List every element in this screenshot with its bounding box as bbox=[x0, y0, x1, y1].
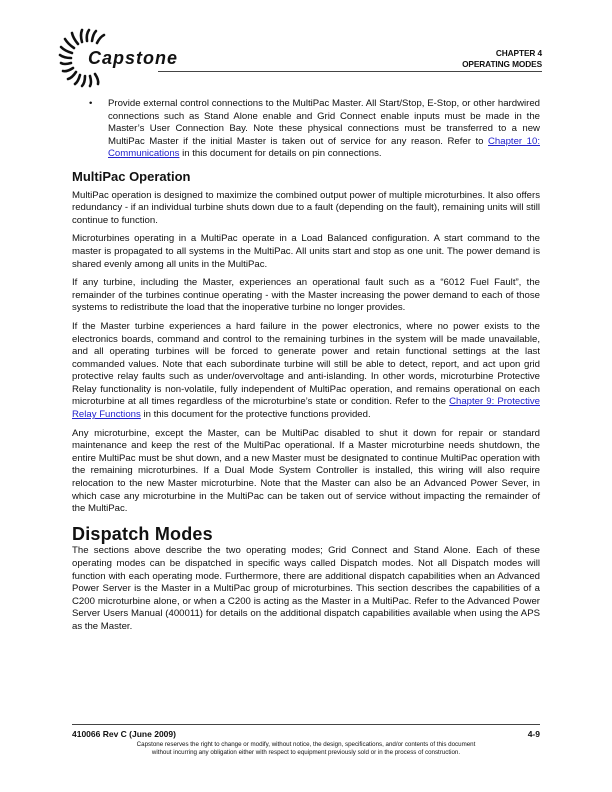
footer-disclaimer bbox=[72, 741, 540, 758]
document-id: 410066 Rev C (June 2009) bbox=[72, 729, 176, 739]
paragraph: Any microturbine, except the Master, can be MultiPac disabled to shut it down for repair or standard maintenance and keep the rest of the MultiPac operational. If a Master microturbine needs shutdown, the entire MultiPac must be shut down, and a new Master must be designated to continue MultiPac operation with the remaining microturbines. If a Dual Mode System Controller is installed, this wiring will also require relocation to the new Master microturbine. Note that the Master can also be an Advanced Power Sever, in which case any microturbine in the MultiPac can be taken out of service without impacting the remainder of the MultiPac. bbox=[72, 427, 540, 515]
page-body bbox=[72, 98, 540, 640]
chapter-label bbox=[462, 48, 542, 70]
page-footer bbox=[72, 724, 540, 758]
footer-divider bbox=[72, 724, 540, 725]
logo-wordmark: Capstone bbox=[88, 48, 179, 68]
chapter-number: CHAPTER 4 bbox=[495, 48, 542, 58]
disclaimer-line-1: Capstone reserves the right to change or modify, without notice, the design, specifications, and/or contents of this document bbox=[136, 741, 476, 748]
paragraph: The sections above describe the two operating modes; Grid Connect and Stand Alone. Each of these operating modes can be dispatched in specific ways called Dispatch modes. Not all Dispatch modes will function with each operating mode. Furthermore, there are additional dispatch capabilities when an Advanced Power Server is the Master in a MultiPac group of microturbines. This section describes the capabilities of a C200 microturbine alone, or when a C200 is acting as the Master in a MultiPac. Refer to the Advanced Power Server Users Manual (400011) for details on the additional dispatch capabilities available when using the APS as the Master. bbox=[72, 545, 540, 632]
chapter-title: OPERATING MODES bbox=[462, 59, 542, 69]
paragraph: MultiPac operation is designed to maximize the combined output power of multiple microturbines. It also offers redundancy - if an individual turbine shuts down due to a fault (depending on the fault), remaining units will still continue to function. bbox=[72, 189, 540, 226]
capstone-logo bbox=[58, 28, 188, 88]
section-heading-dispatch: Dispatch Modes bbox=[72, 523, 213, 544]
list-item bbox=[72, 98, 540, 161]
page-header bbox=[58, 28, 542, 88]
paragraph: If any turbine, including the Master, experiences an operational fault such as a “6012 Fuel Fault”, the remainder of the turbines continue operating - with the Master increasing the power demand to each of those systems to redistribute the load that the inoperative turbine no longer provides. bbox=[72, 277, 540, 314]
chapter-10-link[interactable]: Chapter 10: Communications bbox=[108, 135, 540, 160]
paragraph bbox=[72, 321, 540, 422]
section-heading-multipac: MultiPac Operation bbox=[72, 168, 191, 184]
bullet-text: Provide external control connections to the MultiPac Master. All Start/Stop, E-Stop, or other hardwired connections such as Stand Alone enable and Grid Connect enable inputs must be made in the Master’s User Connection Bay. Note these physical connections must be transferred to a new MultiPac Master if the initial Master is taken out of service for any reason. Refer to bbox=[108, 98, 540, 147]
bullet-text-end: in this document for details on pin connections. bbox=[179, 148, 382, 160]
page-number: 4-9 bbox=[527, 729, 540, 739]
disclaimer-line-2: without incurring any obligation either with respect to equipment previously sold or in the process of construction. bbox=[151, 749, 461, 757]
header-divider bbox=[158, 71, 542, 72]
paragraph: Microturbines operating in a MultiPac operate in a Load Balanced configuration. A start command to the master is propagated to all systems in the MultiPac. All units start and stop as one unit. The power demand is shared evenly among all units in the MultiPac. bbox=[72, 233, 540, 270]
chapter-9-link[interactable]: Chapter 9: Protective Relay Functions bbox=[72, 396, 540, 421]
bullet-icon: • bbox=[89, 98, 93, 109]
paragraph-text-end: in this document for the protective functions provided. bbox=[140, 409, 371, 421]
paragraph-text: If the Master turbine experiences a hard failure in the power electronics, where no power exists to the electronics boards, command and control to the remaining turbines in the system will be made unavailable, and all operating turbines will be forced to generate power and retain functional settings at the last commanded values. Note that each subordinate turbine will still be able to detect, report, and act upon grid protective relay faults such as under/overvoltage and anti-islanding. In other words, microturbine Protective Relay functionality is non-volatile, fully independent of MultiPac operation, and remains operational on each microturbine at all times regardless of the microturbine’s state or condition. Refer to the bbox=[72, 320, 540, 408]
